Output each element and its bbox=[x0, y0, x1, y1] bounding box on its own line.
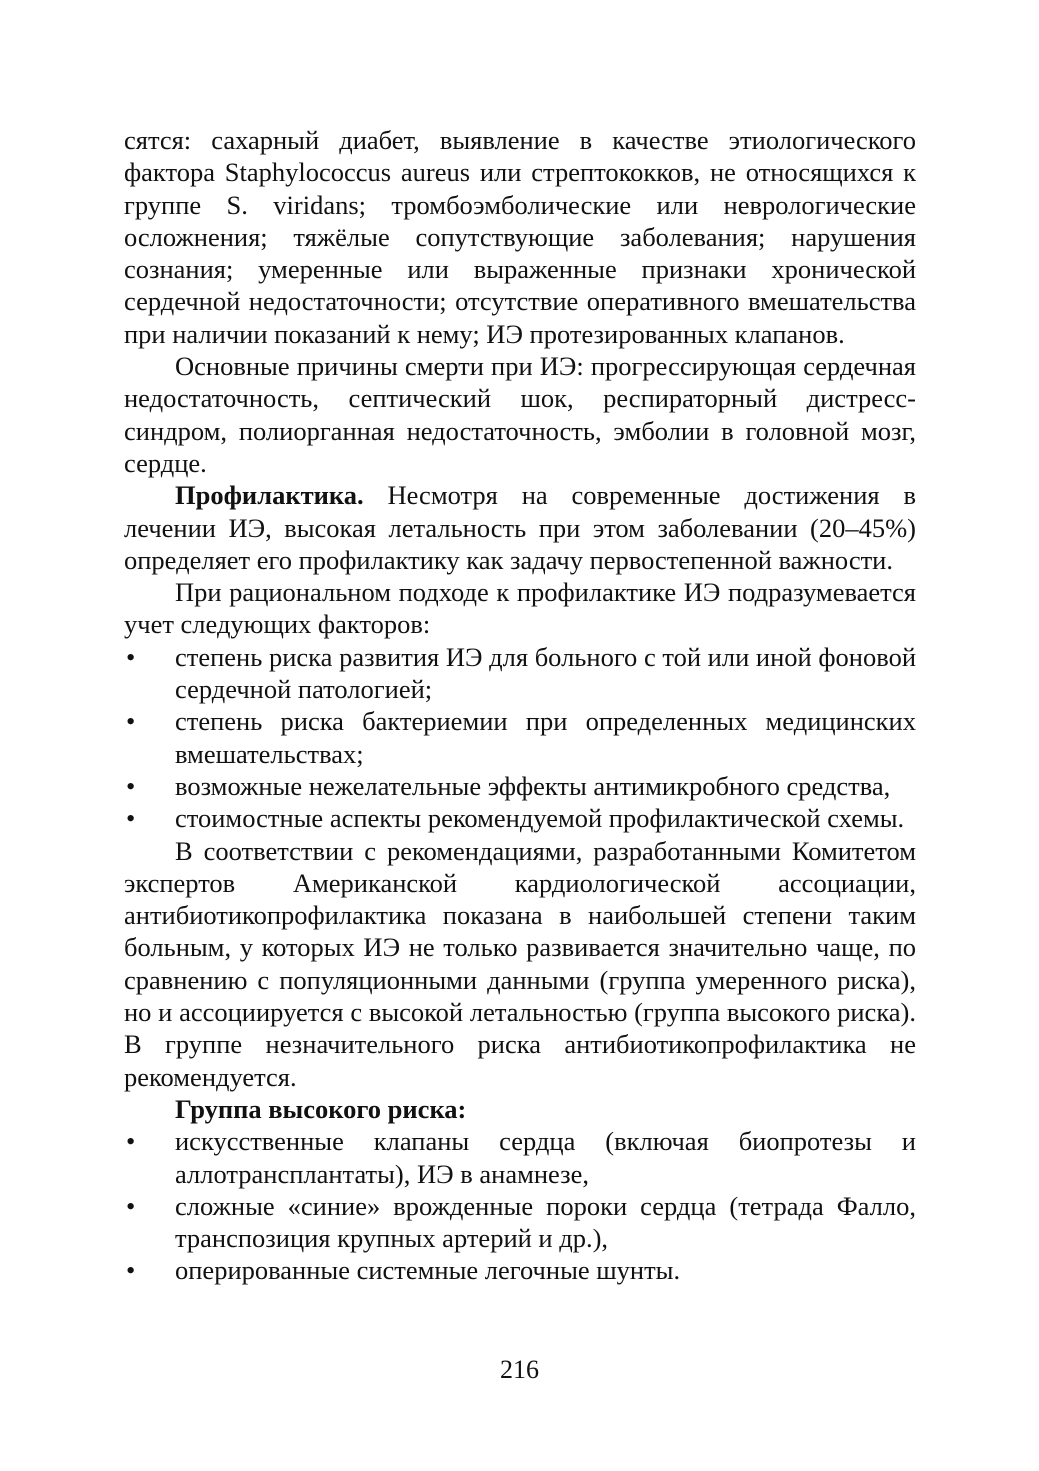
prophylaxis-text: Несмотря на современные достижения в лечении ИЭ, высокая летальность при этом заболевании (20–45%) определяет его профилактику как задачу первостепенной важности. bbox=[124, 480, 916, 575]
paragraph-prophylaxis bbox=[124, 479, 916, 576]
list-item-text: возможные нежелательные эффекты антимикробного средства, bbox=[175, 770, 891, 801]
list-item bbox=[124, 1254, 916, 1286]
bullet-icon: • bbox=[126, 1126, 136, 1157]
paragraph-complications: сятся: сахарный диабет, выявление в качестве этиологического фактора Staphylococcus aureus или стрептококков, не относящихся к группе S. viridans; тромбоэмболические или неврологические осложнения; тяжёлые сопутствующие заболевания; нарушения сознания; умеренные или выраженные признаки хронической сердечной недостаточности; отсутствие оперативного вмешательства при наличии показаний к нему; ИЭ протезированных клапанов. bbox=[124, 125, 916, 349]
bullet-icon: • bbox=[126, 706, 136, 737]
list-item-text: оперированные системные легочные шунты. bbox=[175, 1255, 681, 1286]
bullet-icon: • bbox=[126, 1190, 136, 1221]
page-number: 216 bbox=[500, 1355, 539, 1384]
list-item bbox=[124, 770, 916, 802]
paragraph-recommendations: В соответствии с рекомендациями, разработанными Комитетом экспертов Американской кардиологической ассоциации, антибиотикопрофилактика показана в наибольшей степени таким больным, у которых ИЭ не только развивается значительно чаще, по сравнению с популяционными данными (группа умеренного риска), но и ассоциируется с высокой летальностью (группа высокого риска). В группе незначительного риска антибиотикопрофилактика не рекомендуется. bbox=[124, 835, 916, 1092]
list-item-text: степень риска бактериемии при определенных медицинских вмешательствах; bbox=[175, 706, 916, 769]
list-item bbox=[124, 641, 916, 706]
list-item-text: сложные «синие» врожденные пороки сердца (тетрада Фалло, транспозиция крупных артерий и др.), bbox=[175, 1190, 916, 1254]
list-item bbox=[124, 802, 916, 834]
bullet-icon: • bbox=[126, 770, 136, 801]
list-item bbox=[124, 705, 916, 770]
factors-list bbox=[124, 641, 916, 835]
high-risk-heading: Группа высокого риска: bbox=[175, 1093, 467, 1124]
high-risk-list bbox=[124, 1125, 916, 1286]
paragraph-causes-of-death: Основные причины смерти при ИЭ: прогрессирующая сердечная недостаточность, септический шок, респираторный дистресс-синдром, полиорганная недостаточность, эмболии в головной мозг, сердце. bbox=[124, 351, 916, 478]
list-item bbox=[124, 1190, 916, 1255]
list-item-text: степень риска развития ИЭ для больного с той или иной фоновой сердечной патологией; bbox=[175, 641, 916, 705]
paragraph-factors-intro: При рациональном подходе к профилактике ИЭ подразумевается учет следующих факторов: bbox=[124, 577, 916, 640]
bullet-icon: • bbox=[126, 1255, 136, 1286]
prophylaxis-heading: Профилактика. bbox=[175, 480, 364, 511]
page-body bbox=[124, 124, 916, 1287]
bullet-icon: • bbox=[126, 641, 136, 672]
list-item bbox=[124, 1125, 916, 1190]
list-item-text: стоимостные аспекты рекомендуемой профилактической схемы. bbox=[175, 803, 905, 834]
bullet-icon: • bbox=[126, 803, 136, 834]
list-item-text: искусственные клапаны сердца (включая биопротезы и аллотрансплантаты), ИЭ в анамнезе, bbox=[175, 1126, 916, 1189]
